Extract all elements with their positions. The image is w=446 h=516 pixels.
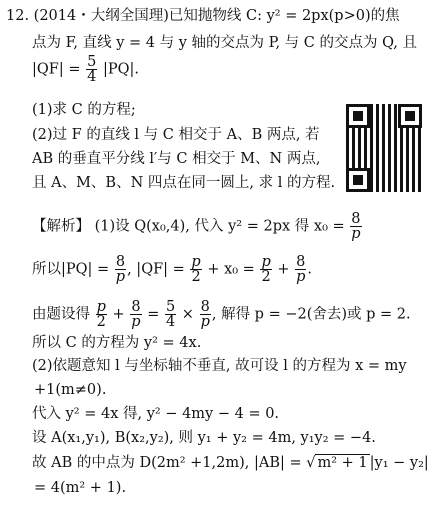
problem-text-1: 已知抛物线 C: y² = 2px(p>0)的焦 [168, 8, 400, 24]
solution-line-9: 故 AB 的中点为 D(2m² +1,2m), |AB| = √ m² + 1 |y₁ − y₂| [32, 455, 429, 471]
problem-source: (2014・大纲全国理) [33, 8, 169, 24]
qr-code-image [346, 104, 422, 192]
solution-line-10: = 4(m² + 1). [34, 480, 127, 496]
fraction-8-p: $\frac{8}{p}$ [351, 211, 361, 242]
solution-line-7: 代入 y² = 4x 得, y² − 4my − 4 = 0. [32, 406, 280, 422]
fraction-5-4: $\frac{5}{4}$ [87, 54, 97, 85]
solution-line-6: +1(m≠0). [34, 382, 107, 398]
solution-line-2: 所以|PQ| = $\frac{8}{p}$ , |QF| = $\frac{p}{2}$ + x₀ = $\frac{p}{2}$ + $\frac{8}{p}$ . [32, 254, 313, 285]
question-1: (1)求 C 的方程; [32, 102, 136, 118]
sqrt-expression: m² + 1 [317, 455, 368, 471]
qf-label: |QF| = [32, 61, 81, 78]
problem-line-2: 点为 F, 直线 y = 4 与 y 轴的交点为 P, 与 C 的交点为 Q, 且 [32, 35, 417, 51]
qr-finder-icon [346, 168, 370, 192]
solution-line-8: 设 A(x₁,y₁), B(x₂,y₂), 则 y₁ + y₂ = 4m, y₁y₂ = −4. [32, 430, 376, 446]
analysis-tag: 【解析】 [32, 218, 90, 235]
problem-number: 12. [6, 8, 30, 24]
question-2-line-3: 且 A、M、B、N 四点在同一圆上, 求 l 的方程. [32, 175, 336, 191]
qr-finder-icon [398, 104, 422, 128]
question-2-line-1: (2)过 F 的直线 l 与 C 相交于 A、B 两点, 若 [32, 127, 320, 143]
question-2-line-2: AB 的垂直平分线 l′与 C 相交于 M、N 两点, [32, 151, 321, 167]
solution-line-3: 由题设得 $\frac{p}{2}$ + $\frac{8}{p}$ = $\frac{5}{4}$ × $\frac{8}{p}$ , 解得 p = −2(舍去)或 p = 2. [32, 299, 411, 330]
solution-line-1: 【解析】 (1)设 Q(x₀,4), 代入 y² = 2px 得 x₀ = $\frac{8}{p}$ [32, 211, 361, 242]
problem-line-3 [32, 55, 139, 84]
solution-line-5: (2)依题意知 l 与坐标轴不垂直, 故可设 l 的方程为 x = my [32, 358, 407, 374]
pq-label: |PQ|. [102, 61, 139, 78]
solution-line-4: 所以 C 的方程为 y² = 4x. [32, 335, 202, 351]
qr-finder-icon [346, 104, 370, 128]
problem-line-1 [6, 6, 400, 26]
